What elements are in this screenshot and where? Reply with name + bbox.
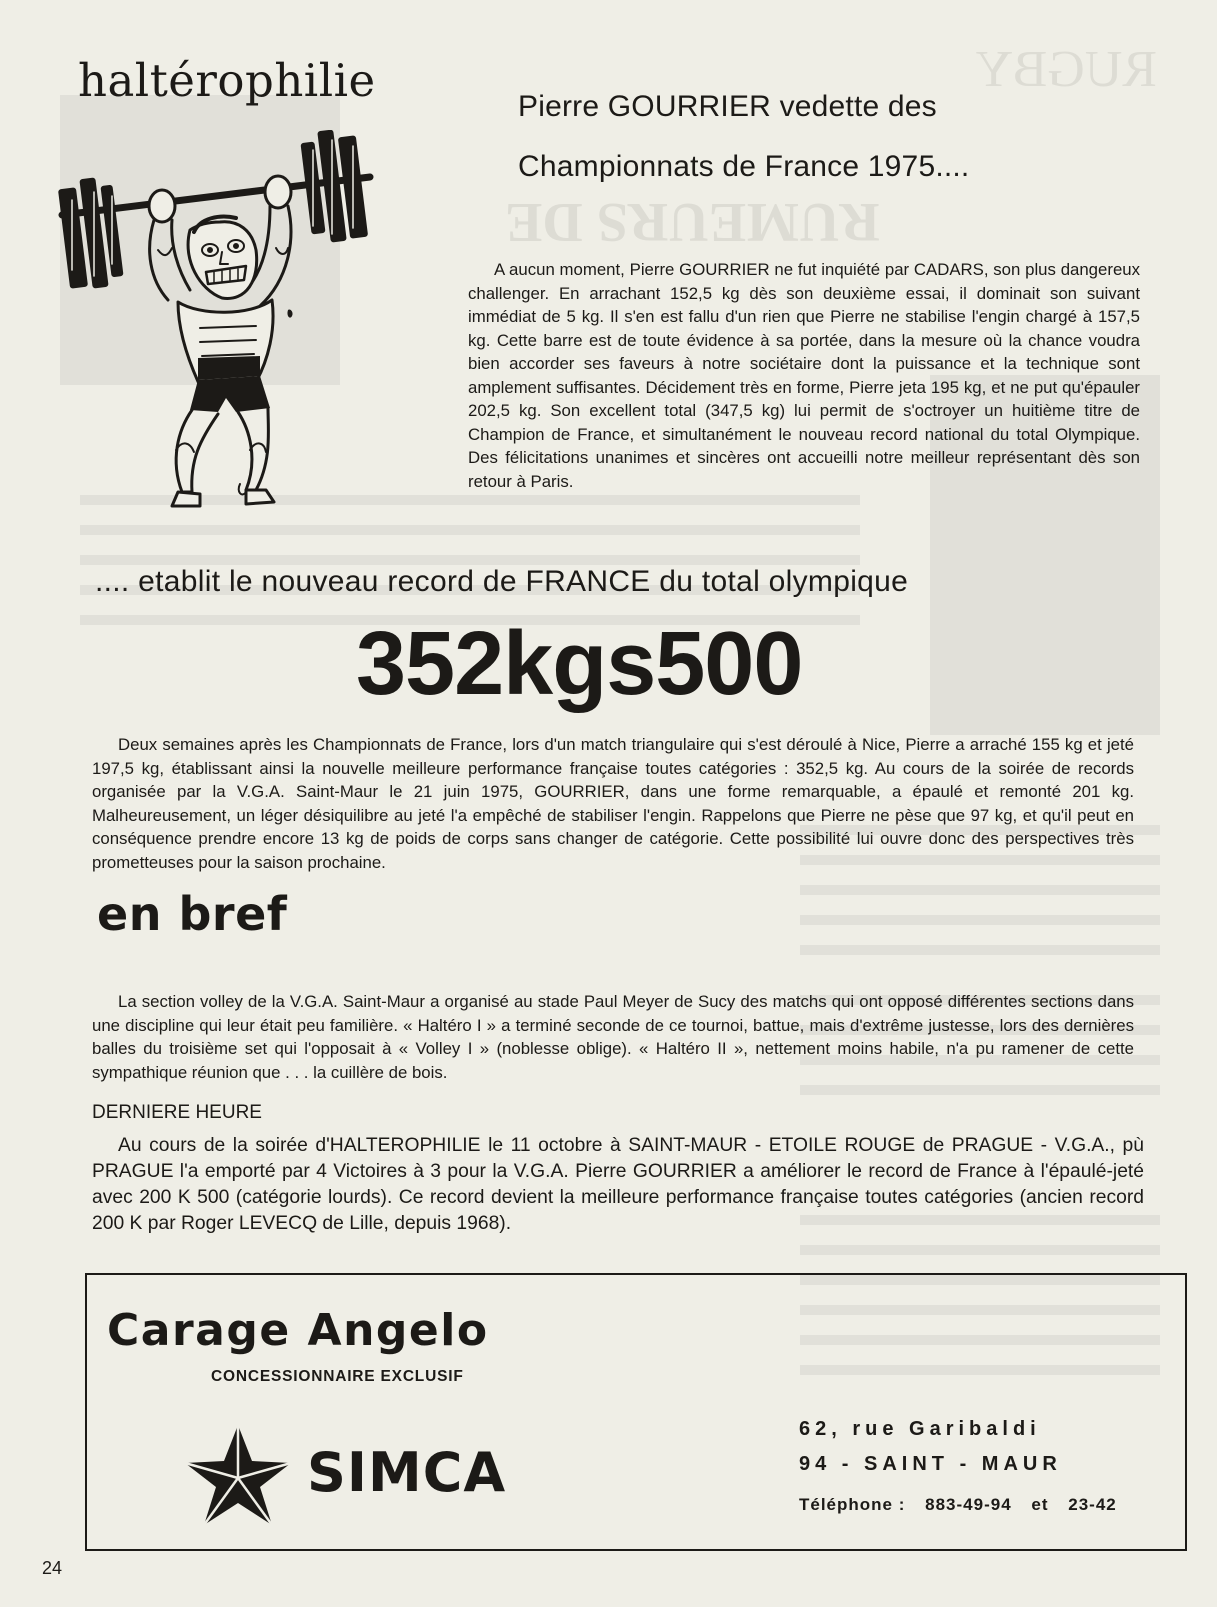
address-city: 94 - SAINT - MAUR <box>799 1453 1062 1475</box>
phone-line <box>799 1495 1117 1515</box>
address-street: 62, rue Garibaldi <box>799 1418 1041 1440</box>
article-2-paragraph: Deux semaines après les Championnats de France, lors d'un match triangulaire qui s'est déroulé à Nice, Pierre a arraché 155 kg et jeté 197,5 kg, établissant ainsi la nouvelle meilleure performance française toutes catégories : 352,5 kg. Au cours de la soirée de records organisée par la V.G.A. Saint-Maur le 21 juin 1975, GOURRIER, dans une forme remarquable, a épaulé et remonté 201 kg. Malheureusement, un léger désiquilibre au jeté l'a empêché de stabiliser l'engin. Rappelons que Pierre ne pèse que 97 kg, et qu'il peut en conséquence prendre encore 13 kg de poids de corps sans changer de catégorie. Cette possibilité lui ouvre donc des perspectives très prometteuses pour la saison prochaine. <box>92 735 1134 872</box>
derniere-heure-title: DERNIERE HEURE <box>92 1102 262 1123</box>
en-bref-paragraph: La section volley de la V.G.A. Saint-Maur a organisé au stade Paul Meyer de Sucy des matchs qui ont opposé différentes sections dans une discipline qui leur était peu familière. « Haltéro I » a terminé seconde de ce tournoi, battue, mais d'extrême justesse, lors des dernières balles du troisième set qui l'opposait à « Volley I » (noblesse oblige). « Haltéro II », nettement moins habile, n'a pu ramener de cette sympathique réunion que . . . la cuillère de bois. <box>92 992 1134 1082</box>
garage-name: Carage Angelo <box>107 1305 489 1356</box>
phone-number-1: 883-49-94 <box>925 1495 1012 1514</box>
weightlifter-illustration <box>50 130 390 535</box>
page-number: 24 <box>42 1558 63 1578</box>
garage-advertisement <box>85 1273 1187 1551</box>
headline-line-1: Pierre GOURRIER vedette des <box>518 90 937 123</box>
phone-label: Téléphone : <box>799 1495 906 1514</box>
record-subheadline: .... etablit le nouveau record de FRANCE du total olympique <box>95 565 909 598</box>
simca-star-logo <box>183 1423 293 1527</box>
phone-separator: et <box>1031 1495 1049 1514</box>
phone-number-2: 23-42 <box>1068 1495 1117 1514</box>
record-figure: 352kgs500 <box>356 614 803 714</box>
article-1-paragraph: A aucun moment, Pierre GOURRIER ne fut inquiété par CADARS, son plus dangereux challenger. En arrachant 152,5 kg dès son deuxième essai, il dominait son suivant immédiat de 5 kg. Il s'en est fallu d'un rien que Pierre ne stabilise l'engin chargé à 157,5 kg. Cette barre est de toute évidence à sa portée, dans la mesure où la chance voudra bien accorder ses faveurs à notre sociétaire dont la puissance et la technique sont amplement suffisantes. Décidement très en forme, Pierre jeta 195 kg, et ne put qu'épauler 202,5 kg. Son excellent total (347,5 kg) lui permit de s'octroyer un huitième titre de Champion de France, et simultanément le nouveau record national du total Olympique. Des félicitations unanimes et sincères ont accueilli notre meilleur représentant dès son retour à Paris. <box>468 260 1140 491</box>
brand-name: SIMCA <box>307 1441 507 1504</box>
headline-line-2: Championnats de France 1975.... <box>518 150 970 183</box>
section-title: haltérophilie <box>78 54 376 107</box>
show-through-text: RUMEURS DE <box>505 191 880 253</box>
show-through-text: RUGBY <box>975 41 1158 98</box>
derniere-heure-paragraph: Au cours de la soirée d'HALTEROPHILIE le 11 octobre à SAINT-MAUR - ETOILE ROUGE de PRAGUE - V.G.A., pù PRAGUE l'a emporté par 4 Victoires à 3 pour la V.G.A. Pierre GOURRIER a améliorer le record de France à l'épaulé-jeté avec 200 K 500 (catégorie lourds). Ce record devient la meilleure performance française toutes catégories (ancien record 200 K par Roger LEVECQ de Lille, depuis 1968). <box>92 1135 1144 1234</box>
dealer-tagline: CONCESSIONNAIRE EXCLUSIF <box>211 1368 464 1385</box>
en-bref-title: en bref <box>97 887 288 941</box>
